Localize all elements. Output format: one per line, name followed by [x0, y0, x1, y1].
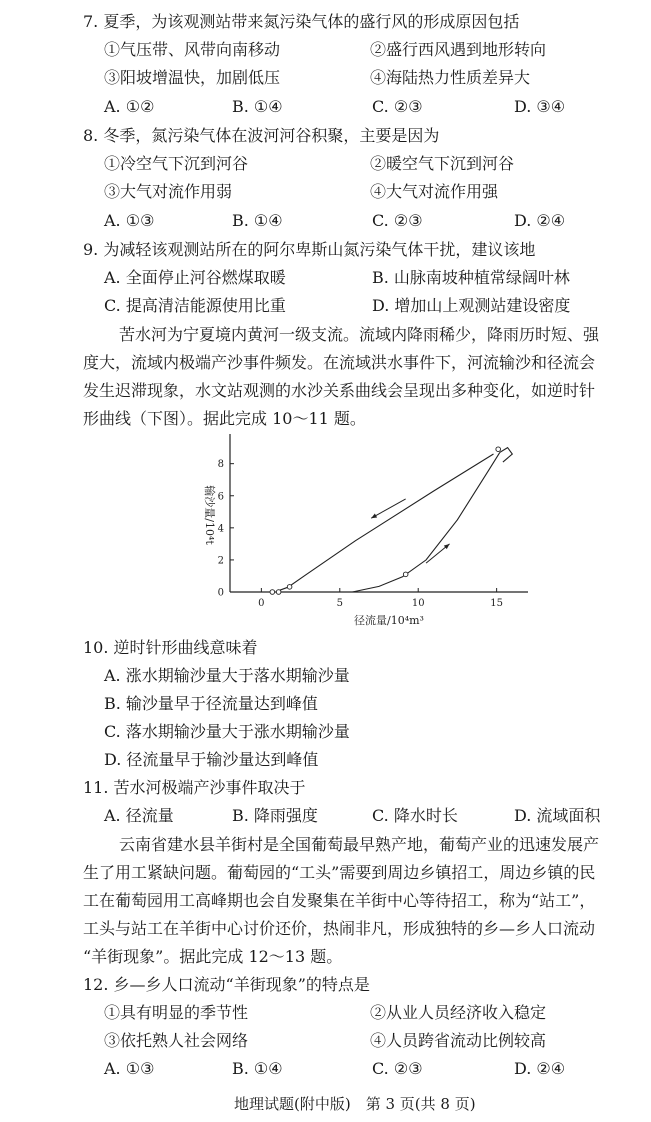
q7-stem-line [0, 8, 651, 36]
q7-options-row2 [0, 64, 651, 92]
q10-stem: 10. 逆时针形曲线意味着 [83, 638, 258, 657]
passage2-text-2: 生了用工紧缺问题。葡萄园的“工头”需要到周边乡镇招工，周边乡镇的民 [83, 863, 596, 882]
q7-choices [0, 93, 651, 121]
q7-choice-a[interactable]: A. ①② [104, 97, 155, 116]
x-tick-label-0: 0 [258, 598, 265, 609]
q12-option-1: ①具有明显的季节性 [104, 1003, 249, 1022]
q12-stem: 12. 乡—乡人口流动“羊街现象”的特点是 [83, 975, 370, 994]
q7-option-3: ③阳坡增温快，加剧低压 [104, 68, 281, 87]
q9-choice-c[interactable]: C. 提高清洁能源使用比重 [104, 296, 286, 315]
q10-option-c-line [0, 718, 651, 746]
q8-choices [0, 207, 651, 235]
q7-option-4: ④海陆热力性质差异大 [370, 68, 531, 87]
passage1-text-2: 度大，流域内极端产沙事件频发。在流域洪水事件下，河流输沙和径流会 [83, 353, 596, 372]
q8-choice-a[interactable]: A. ①③ [104, 211, 155, 230]
q10-option-a-line [0, 662, 651, 690]
q11-choice-a[interactable]: A. 径流量 [104, 806, 174, 825]
q7-stem: 7. 夏季，为该观测站带来氮污染气体的盛行风的形成原因包括 [83, 12, 520, 31]
y-tick-label-4: 8 [217, 459, 224, 471]
q10-choice-c[interactable]: C. 落水期输沙量大于涨水期输沙量 [104, 722, 350, 741]
x-tick-label-3: 15 [490, 598, 503, 609]
q12-option-3: ③依托熟人社会网络 [104, 1031, 249, 1050]
q11-choices [0, 802, 651, 830]
data-point-1 [403, 572, 408, 577]
x-axis-label: 径流量/10⁴m³ [354, 614, 424, 627]
passage2-line3 [0, 887, 651, 915]
q10-choice-b[interactable]: B. 输沙量早于径流量达到峰值 [104, 694, 318, 713]
y-tick-label-3: 6 [217, 491, 224, 503]
data-point-3 [270, 590, 275, 595]
rising-limb-curve [352, 452, 500, 592]
q9-choice-a[interactable]: A. 全面停止河谷燃煤取暖 [104, 268, 286, 287]
passage1-line1 [0, 321, 651, 349]
q12-option-2: ②从业人员经济收入稳定 [370, 1003, 547, 1022]
data-point-4 [276, 590, 281, 595]
q7-option-1: ①气压带、风带向南移动 [104, 40, 281, 59]
q8-option-4: ④大气对流作用强 [370, 182, 499, 201]
q8-choice-b[interactable]: B. ①④ [232, 211, 283, 230]
q8-options-row1 [0, 150, 651, 178]
q10-stem-line [0, 634, 651, 662]
q11-choice-d[interactable]: D. 流域面积 [514, 806, 601, 825]
q7-choice-c[interactable]: C. ②③ [372, 97, 423, 116]
q10-choice-a[interactable]: A. 涨水期输沙量大于落水期输沙量 [104, 666, 350, 685]
passage1-text-1: 苦水河为宁夏境内黄河一级支流。流域内降雨稀少，降雨历时短、强 [119, 325, 600, 344]
q9-stem: 9. 为减轻该观测站所在的阿尔卑斯山氮污染气体干扰，建议该地 [83, 240, 536, 259]
q7-choice-d[interactable]: D. ③④ [514, 97, 566, 116]
passage2-text-1: 云南省建水县羊街村是全国葡萄最早熟产地，葡萄产业的迅速发展产 [119, 835, 600, 854]
passage2-text-5: “羊街现象”。据此完成 12～13 题。 [83, 947, 343, 966]
x-tick-label-1: 5 [336, 598, 343, 609]
q12-choice-c[interactable]: C. ②③ [372, 1059, 423, 1078]
q9-choice-d[interactable]: D. 增加山上观测站建设密度 [372, 296, 571, 315]
q8-choice-d[interactable]: D. ②④ [514, 211, 566, 230]
q9-choice-b[interactable]: B. 山脉南坡种植常绿阔叶林 [372, 268, 570, 287]
passage2-text-3: 工在葡萄园用工高峰期也会自发聚集在羊街中心等待招工，称为“站工”， [83, 891, 596, 910]
q8-choice-c[interactable]: C. ②③ [372, 211, 423, 230]
passage2-line1 [0, 831, 651, 859]
y-axis-label: 输沙量/10⁴t [203, 485, 216, 545]
page-footer-line [0, 1090, 651, 1118]
passage1-line3 [0, 377, 651, 405]
q10-option-b-line [0, 690, 651, 718]
y-tick-label-2: 4 [217, 523, 224, 535]
q11-choice-b[interactable]: B. 降雨强度 [232, 806, 318, 825]
y-tick-label-1: 2 [217, 555, 224, 567]
q9-options-row2 [0, 292, 651, 320]
q10-choice-d[interactable]: D. 径流量早于输沙量达到峰值 [104, 750, 319, 769]
data-point-2 [287, 585, 292, 590]
q7-options-row1 [0, 36, 651, 64]
x-tick-label-2: 10 [411, 598, 425, 609]
q11-choice-c[interactable]: C. 降水时长 [372, 806, 458, 825]
falling-direction-arrow [371, 499, 406, 518]
sediment-runoff-chart [180, 428, 540, 630]
q12-choices [0, 1055, 651, 1083]
q8-stem: 8. 冬季，氮污染气体在波河河谷积聚，主要是因为 [83, 126, 440, 145]
q12-option-4: ④人员跨省流动比例较高 [370, 1031, 547, 1050]
passage1-text-4: 形曲线（下图）。据此完成 10～11 题。 [83, 409, 366, 428]
q7-choice-b[interactable]: B. ①④ [232, 97, 283, 116]
falling-limb-curve [277, 454, 493, 591]
q12-options-row2 [0, 1027, 651, 1055]
passage2-line4 [0, 915, 651, 943]
q12-stem-line [0, 971, 651, 999]
q8-option-3: ③大气对流作用弱 [104, 182, 233, 201]
q8-option-1: ①冷空气下沉到河谷 [104, 154, 249, 173]
q8-stem-line [0, 122, 651, 150]
q11-stem: 11. 苦水河极端产沙事件取决于 [83, 778, 306, 797]
passage2-text-4: 工头与站工在羊街中心讨价还价，热闹非凡，形成独特的乡—乡人口流动 [83, 919, 596, 938]
passage1-text-3: 发生迟滞现象，水文站观测的水沙关系曲线会呈现出多种变化，如逆时针 [83, 381, 596, 400]
q8-options-row2 [0, 178, 651, 206]
passage1-line2 [0, 349, 651, 377]
y-tick-label-0: 0 [217, 587, 224, 599]
q7-option-2: ②盛行西风遇到地形转向 [370, 40, 547, 59]
q12-choice-a[interactable]: A. ①③ [104, 1059, 155, 1078]
q8-option-2: ②暖空气下沉到河谷 [370, 154, 515, 173]
data-point-0 [496, 447, 501, 452]
q11-stem-line [0, 774, 651, 802]
page-footer: 地理试题(附中版) 第 3 页(共 8 页) [234, 1095, 476, 1113]
loop-top-curve [500, 448, 513, 463]
q9-stem-line [0, 236, 651, 264]
q10-option-d-line [0, 746, 651, 774]
q12-choice-b[interactable]: B. ①④ [232, 1059, 283, 1078]
q12-options-row1 [0, 999, 651, 1027]
passage2-line5 [0, 943, 651, 971]
passage2-line2 [0, 859, 651, 887]
q12-choice-d[interactable]: D. ②④ [514, 1059, 566, 1078]
q9-options-row1 [0, 264, 651, 292]
